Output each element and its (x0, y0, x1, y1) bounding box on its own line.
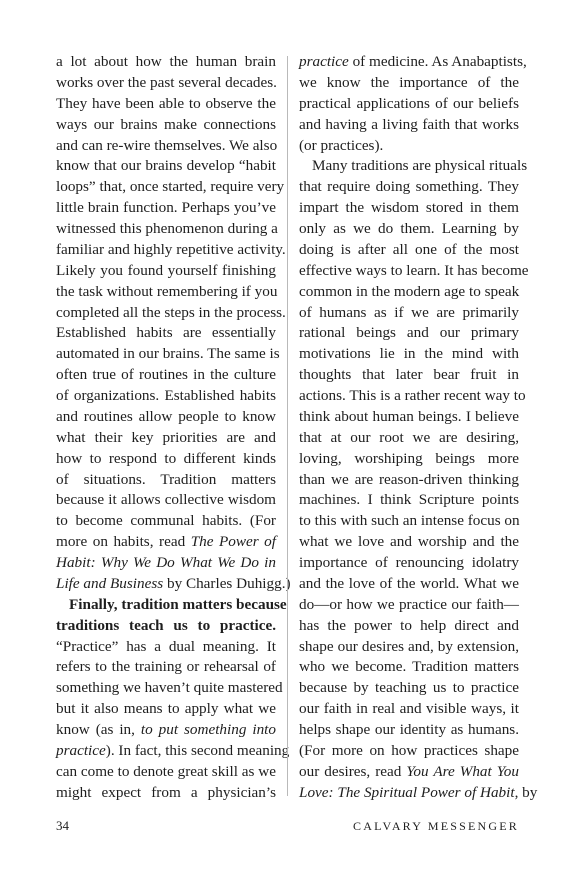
text-run: our faith in real and visible ways, it (299, 700, 519, 718)
text-run: Habit: Why We Do What We Do in (56, 554, 276, 571)
text-line (56, 657, 276, 678)
text-line (299, 720, 519, 741)
text-line (56, 282, 276, 303)
text-run: practical applications of our beliefs (299, 94, 519, 112)
text-line (299, 115, 519, 136)
text-line (299, 282, 519, 303)
text-run: of organizations. Established habits (56, 387, 276, 404)
text-run: something we haven’t quite mastered (56, 679, 283, 697)
text-line (56, 198, 276, 219)
text-line (299, 407, 519, 428)
text-run: of situations. Tradition matters (56, 470, 276, 488)
text-run: ways our brains make connections (56, 115, 276, 133)
text-run: and can re-wire themselves. We also (56, 136, 278, 154)
text-line (56, 52, 276, 73)
text-run: Likely you found yourself finishing (56, 261, 276, 279)
text-run: more on habits, read (56, 533, 191, 551)
text-run: think about human beings. I believe (299, 407, 519, 425)
text-line (56, 470, 276, 491)
text-line (299, 240, 519, 261)
text-line (56, 386, 276, 407)
text-line (56, 177, 285, 198)
text-run: impart the wisdom stored in them (299, 199, 519, 217)
text-run: (or practices). (299, 136, 384, 154)
text-run: little brain function. Perhaps you’ve (56, 199, 276, 217)
text-run: The Power of (190, 533, 276, 551)
text-line (299, 616, 519, 637)
text-run: can come to denote great skill as we (56, 762, 276, 780)
text-run: practice (56, 741, 106, 759)
text-run: They have been able to observe the (56, 94, 276, 112)
text-line (299, 637, 519, 658)
running-head: CALVARY MESSENGER (353, 819, 519, 833)
text-line (299, 657, 519, 678)
text-run: doing is after all one of the most (299, 240, 519, 258)
text-run: and having a living faith that works (299, 115, 519, 133)
text-run: familiar and highly repetitive activity. (56, 240, 286, 258)
text-run: do—or how we practice our faith— (299, 595, 519, 613)
text-line (56, 428, 276, 449)
text-run: our desires, read (299, 762, 407, 780)
text-line (299, 344, 519, 365)
text-line (56, 574, 291, 595)
text-line (299, 52, 527, 73)
text-run: and routines allow people to know (56, 407, 276, 425)
text-run: a lot about how the human brain (56, 53, 276, 70)
text-line (299, 470, 519, 491)
text-run: shape our desires and, by extension, (299, 637, 519, 655)
text-run: what their key priorities are and (56, 428, 276, 446)
text-line (299, 365, 519, 386)
text-line (299, 595, 519, 616)
text-run: helps shape our identity as humans. (299, 721, 519, 738)
column-divider (287, 56, 288, 796)
text-run: Established habits are essentially (56, 324, 276, 342)
text-run: effective ways to learn. It has become (299, 261, 529, 279)
text-run: that at our root we are desiring, (299, 428, 519, 446)
text-run: what we love and worship and the (299, 533, 519, 551)
text-run: actions. This is a rather recent way to (299, 387, 526, 404)
text-run: because by teaching us to practice (299, 679, 519, 697)
text-line (299, 261, 529, 282)
text-line (299, 428, 519, 449)
text-run: “Practice” has a dual meaning. It (56, 637, 276, 655)
text-run: witnessed this phenomenon during a (56, 220, 278, 237)
text-line (56, 94, 276, 115)
text-line (299, 177, 519, 198)
text-line (56, 365, 276, 386)
text-line (56, 741, 290, 762)
text-run: traditions teach us to practice. (56, 616, 276, 634)
text-line (56, 136, 276, 157)
text-line (56, 595, 287, 616)
text-line (299, 783, 538, 804)
text-line (299, 198, 519, 219)
text-run: motivations lie in the mind with (299, 345, 519, 363)
text-line (299, 323, 519, 344)
text-run: rational beings and our primary (299, 324, 519, 342)
text-run: , by (514, 783, 538, 801)
text-run: (For more on how practices shape (299, 741, 519, 759)
text-run: has the power to help direct and (299, 616, 519, 634)
text-line (56, 783, 276, 804)
text-line (56, 449, 276, 470)
text-run: loops” that, once started, require very (56, 178, 285, 196)
text-run: than we are reason-driven thinking (299, 470, 519, 488)
text-run: know that our brains develop “habit (56, 157, 276, 175)
text-line (299, 73, 519, 94)
text-run: how to respond to different kinds (56, 449, 276, 467)
text-run: to become communal habits. (For (56, 512, 276, 530)
text-line (299, 386, 526, 407)
text-line (299, 678, 519, 699)
text-run: by Charles Duhigg.) (163, 574, 291, 592)
text-line (56, 219, 276, 240)
text-run: Finally, tradition matters because (69, 595, 287, 613)
text-line (299, 303, 519, 324)
text-run: works over the past several decades. (56, 73, 277, 91)
text-line (56, 616, 276, 637)
text-line (299, 532, 519, 553)
text-line (299, 511, 519, 532)
text-run: ). In fact, this second meaning (105, 741, 290, 759)
text-line (56, 156, 276, 177)
text-line (56, 240, 286, 261)
text-run: machines. I think Scripture points (299, 491, 519, 509)
text-run: the task without remembering if you (56, 282, 278, 300)
text-run: thoughts that later bear fruit in (299, 366, 519, 384)
text-line (299, 553, 519, 574)
text-run: practice (299, 53, 349, 70)
text-line (299, 219, 519, 240)
text-line (56, 344, 280, 365)
text-run: to this with such an intense focus on (299, 512, 520, 530)
left-text-column (56, 52, 291, 804)
text-run: automated in our brains. The same is (56, 345, 280, 363)
text-run: completed all the steps in the process. (56, 303, 286, 321)
text-run: who we become. Tradition matters (299, 658, 519, 676)
text-run: Many traditions are physical rituals (312, 157, 528, 175)
text-line (56, 532, 276, 553)
text-line (56, 323, 276, 344)
text-run: to put something into (140, 721, 276, 738)
text-run: that require doing something. They (299, 178, 519, 196)
page-number: 34 (56, 818, 69, 833)
text-run: might expect from a physician’s (56, 783, 276, 801)
text-line (299, 449, 519, 470)
text-line (56, 678, 283, 699)
text-line (299, 136, 519, 157)
text-line (56, 553, 276, 574)
text-run: importance of renouncing idolatry (299, 554, 519, 571)
text-line (299, 574, 519, 595)
text-run: Life and Business (56, 574, 164, 592)
text-run: loving, worshiping beings more (299, 449, 519, 467)
text-line (299, 699, 519, 720)
text-line (56, 762, 276, 783)
text-line (299, 156, 528, 177)
text-line (56, 261, 276, 282)
text-line (56, 303, 286, 324)
text-line (56, 73, 276, 94)
text-line (56, 511, 276, 532)
text-run: but it also means to apply what we (56, 700, 276, 718)
text-line (56, 115, 276, 136)
text-line (299, 741, 519, 762)
text-line (299, 490, 519, 511)
text-line (56, 699, 276, 720)
text-line (56, 637, 276, 658)
text-run: Love: The Spiritual Power of Habit (299, 783, 515, 801)
text-run: of humans as if we are primarily (299, 303, 519, 321)
text-line (56, 490, 276, 511)
text-line (56, 407, 276, 428)
text-line (56, 720, 276, 741)
text-run: refers to the training or rehearsal of (56, 658, 276, 676)
text-run: and the love of the world. What we (299, 574, 519, 592)
text-line (299, 94, 519, 115)
text-run: we know the importance of the (299, 73, 519, 91)
text-run: often true of routines in the culture (56, 366, 276, 384)
text-run: common in the modern age to speak (299, 282, 520, 300)
text-run: You Are What You (406, 762, 519, 780)
text-run: of medicine. As Anabaptists, (348, 53, 527, 70)
text-run: because it allows collective wisdom (56, 491, 276, 509)
text-run: know (as in, (56, 721, 141, 738)
text-run: only as we do them. Learning by (299, 220, 519, 237)
right-text-column (299, 52, 538, 804)
text-line (299, 762, 519, 783)
